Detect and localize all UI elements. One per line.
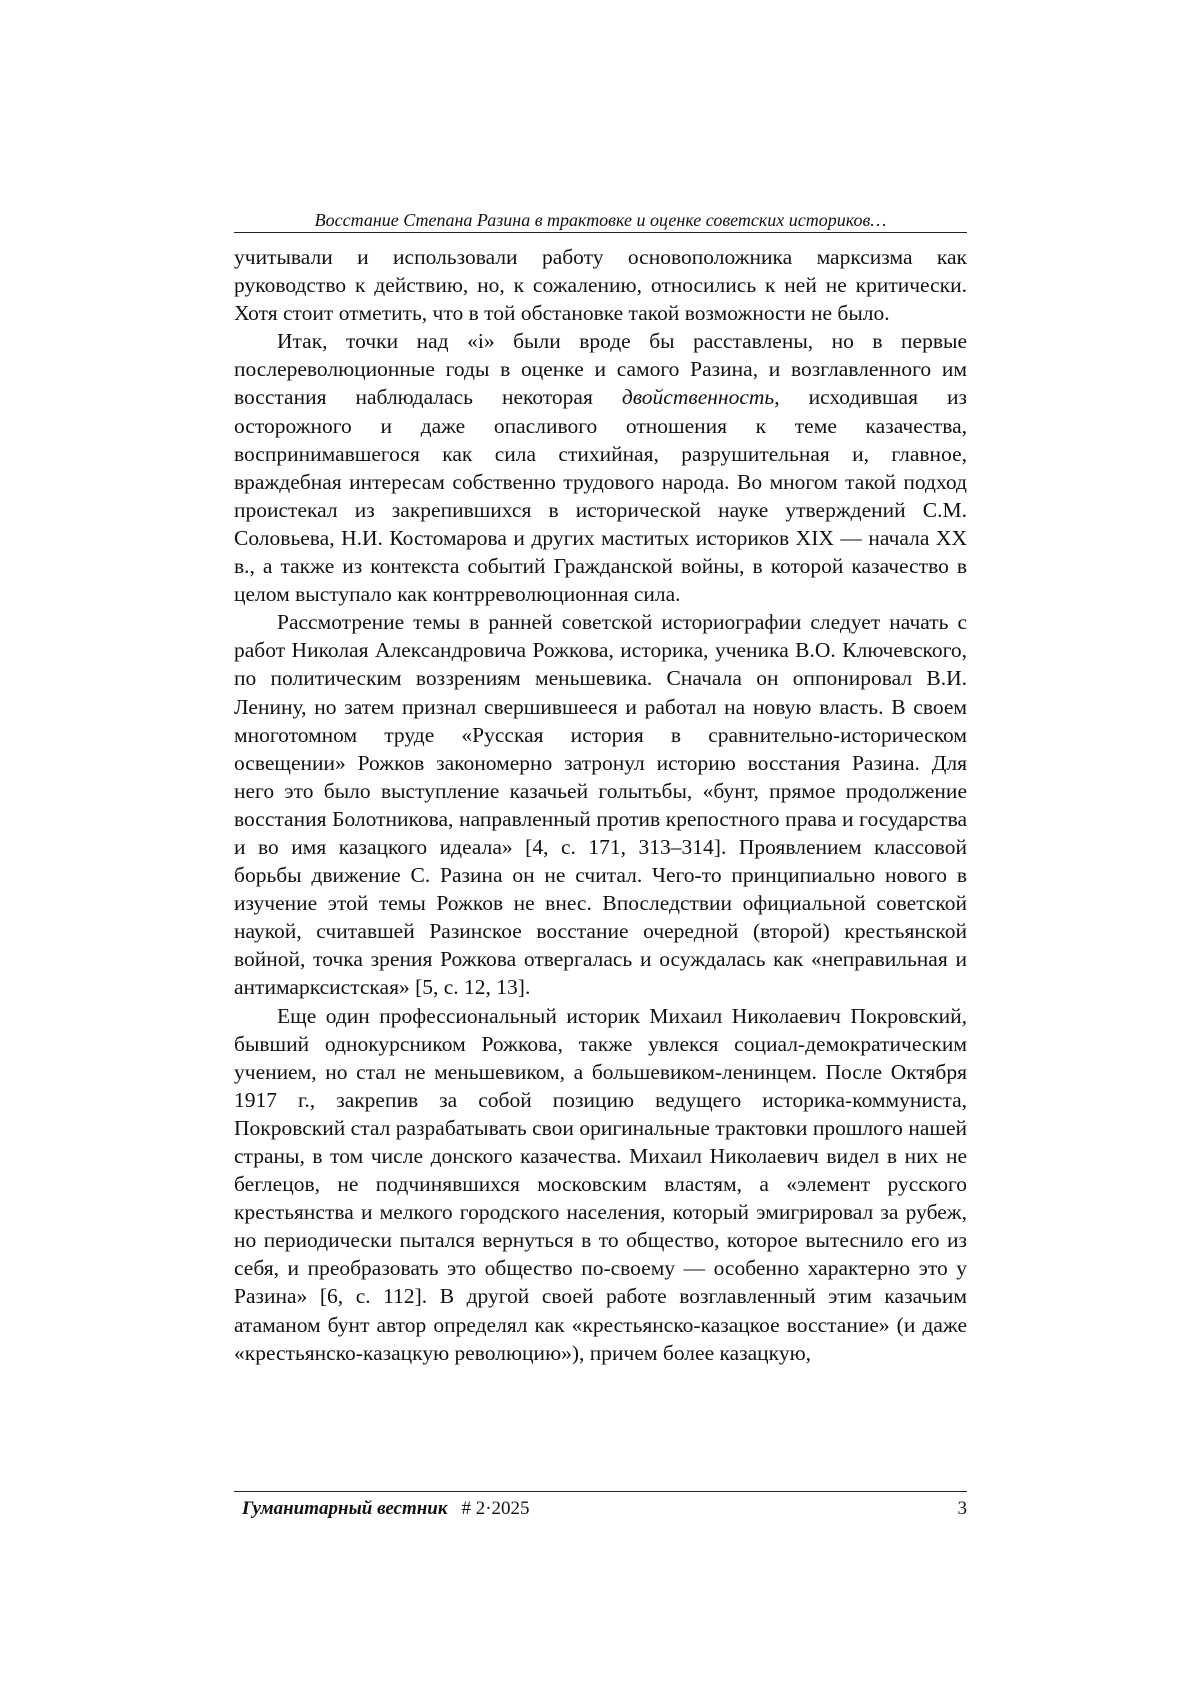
footer-divider [234, 1491, 967, 1492]
paragraph-2-part-b: , исходившая из осторожного и даже опасливого отношения к теме казачества, воспринимавшегося как сила стихийная, разрушительная и, главное, враждебная интересам собственно трудового народа. Во многом такой подход проистекал из закрепившихся в исторической науке утверждений С.М. Соловьева, Н.И. Костомарова и других маститых историков XIX — начала XX в., а также из контекста событий Гражданской войны, в которой казачество в целом выступало как контрреволюционная сила. [234, 385, 967, 607]
header-divider [234, 232, 967, 233]
paragraph-3: Рассмотрение темы в ранней советской историографии следует начать с работ Николая Александровича Рожкова, историка, ученика В.О. Ключевского, по политическим воззрениям меньшевика. Сначала он оппонировал В.И. Ленину, но затем признал свершившееся и работал на новую власть. В своем многотомном труде «Русская история в сравнительно-историческом освещении» Рожков закономерно затронул историю восстания Разина. Для него это было выступление казачьей голытьбы, «бунт, прямое продолжение восстания Болотникова, направленный против крепостного права и государства и во имя казацкого идеала» [4, с. 171, 313–314]. Проявлением классовой борьбы движение С. Разина он не считал. Чего-то принципиально нового в изучение этой темы Рожков не внес. Впоследствии официальной советской наукой, считавшей Разинское восстание очередной (второй) крестьянской войной, точка зрения Рожкова отвергалась и осуждалась как «неправильная и антимарксистская» [5, с. 12, 13]. [234, 610, 967, 1000]
paragraph-2 [234, 327, 967, 608]
emphasis-term: двойственность [621, 385, 775, 410]
issue-number: # 2·2025 [461, 1498, 530, 1519]
paragraph-2-part-a: Итак, точки над «i» были вроде бы расставлены, но в первые послереволюционные годы в оценке и самого Разина, и возглавленного им восстания наблюдалась некоторая [234, 329, 967, 410]
page-number: 3 [957, 1498, 967, 1519]
page [234, 0, 967, 1698]
paragraph-4: Еще один профессиональный историк Михаил Николаевич Покровский, бывший однокурсником Рожкова, также увлекся социал-демократическим учением, но стал не меньшевиком, а большевиком-ленинцем. После Октября 1917 г., закрепив за собой позицию ведущего историка-коммуниста, Покровский стал разрабатывать свои оригинальные трактовки прошлого нашей страны, в том числе донского казачества. Михаил Николаевич видел в них не беглецов, не подчинявшихся московским властям, а «элемент русского крестьянства и мелкого городского населения, который эмигрировал за рубеж, но периодически пытался вернуться в то общество, которое вытеснило его из себя, и преобразовать это общество по-своему — особенно характерно это у Разина» [6, с. 112]. В другой своей работе возглавленный этим казачьим атаманом бунт автор определял как «крестьянско-казацкое восстание» (и даже «крестьянско-казацкую революцию»), причем более казацкую, [234, 1003, 967, 1365]
journal-name: Гуманитарный вестник [242, 1498, 448, 1519]
running-title: Восстание Степана Разина в трактовке и оценке советских историков… [314, 210, 887, 230]
paragraph-1: учитывали и использовали работу основоположника марксизма как руководство к действию, но, к сожалению, относились к ней не критически. Хотя стоит отметить, что в той обстановке такой возможности не было. [234, 245, 967, 326]
page-footer [242, 1496, 967, 1522]
article-body [234, 243, 967, 1367]
